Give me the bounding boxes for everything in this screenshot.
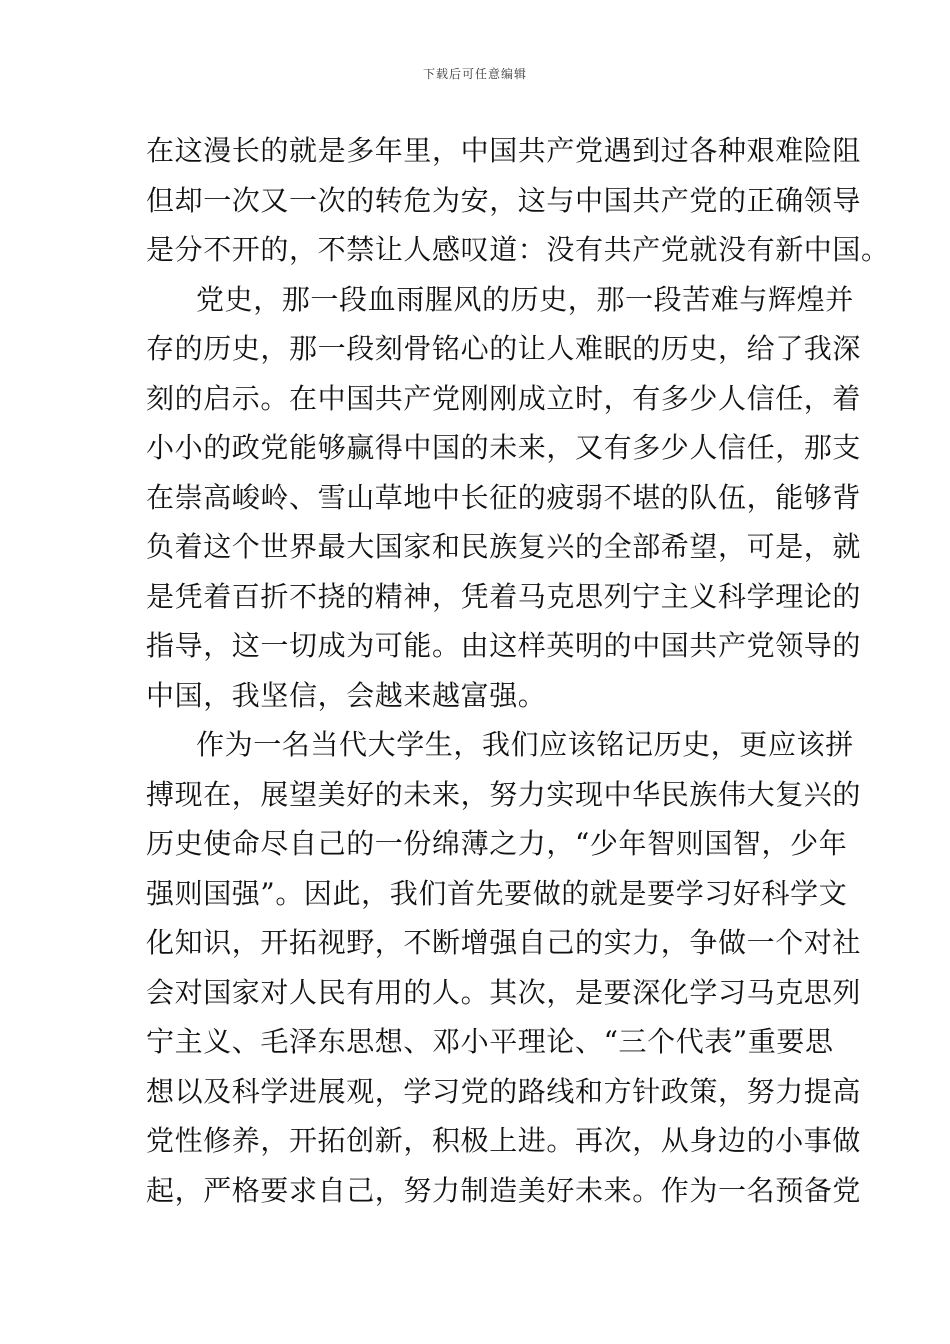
text-line: 搏现在，展望美好的未来，努力实现中华民族伟大复兴的: [146, 777, 862, 811]
header-note: 下载后可任意编辑: [422, 67, 527, 81]
text-line: 小小的政党能够赢得中国的未来，又有多少人信任，那支: [146, 431, 862, 464]
text-line: 但却一次又一次的转危为安，这与中国共产党的正确领导: [146, 183, 862, 217]
text-line: 强则国强”。因此，我们首先要做的就是要学习好科学文: [146, 876, 848, 910]
text-line: 刻的启示。在中国共产党刚刚成立时，有多少人信任，着: [146, 381, 862, 415]
text-line: 想以及科学进展观，学习党的路线和方针政策，努力提高: [146, 1074, 862, 1108]
text-line: 在崇高峻岭、雪山草地中长征的疲弱不堪的队伍，能够背: [146, 480, 862, 514]
text-line: 指导，这一切成为可能。由这样英明的中国共产党领导的: [146, 629, 862, 662]
text-line: 是分不开的，不禁让人感叹道：没有共产党就没有新中国。: [146, 233, 890, 266]
text-line: 起，严格要求自己，努力制造美好未来。作为一名预备党: [146, 1173, 862, 1207]
text-line: 中国，我坚信，会越来越富强。: [146, 678, 547, 712]
text-line: 历史使命尽自己的一份绵薄之力，“少年智则国智，少年: [146, 827, 848, 860]
document-body: [146, 126, 890, 1215]
text-line: 是凭着百折不挠的精神，凭着马克思列宁主义科学理论的: [146, 579, 862, 613]
text-line: 存的历史，那一段刻骨铭心的让人难眠的历史，给了我深: [146, 332, 862, 365]
text-line: 在这漫长的就是多年里，中国共产党遇到过各种艰难险阻: [146, 134, 862, 167]
text-line: 化知识，开拓视野，不断增强自己的实力，争做一个对社: [146, 926, 862, 959]
text-line: 负着这个世界最大国家和民族复兴的全部希望，可是，就: [146, 530, 862, 563]
text-line: 党性修养，开拓创新，积极上进。再次，从身边的小事做: [146, 1124, 862, 1157]
paragraph-start-line: 党史，那一段血雨腥风的历史，那一段苦难与辉煌并: [196, 282, 854, 316]
text-line: 宁主义、毛泽东思想、邓小平理论、“三个代表”重要思: [146, 1025, 834, 1058]
text-line: 会对国家对人民有用的人。其次，是要深化学习马克思列: [146, 975, 862, 1009]
paragraph-start-line: 作为一名当代大学生，我们应该铭记历史，更应该拼: [196, 728, 854, 761]
